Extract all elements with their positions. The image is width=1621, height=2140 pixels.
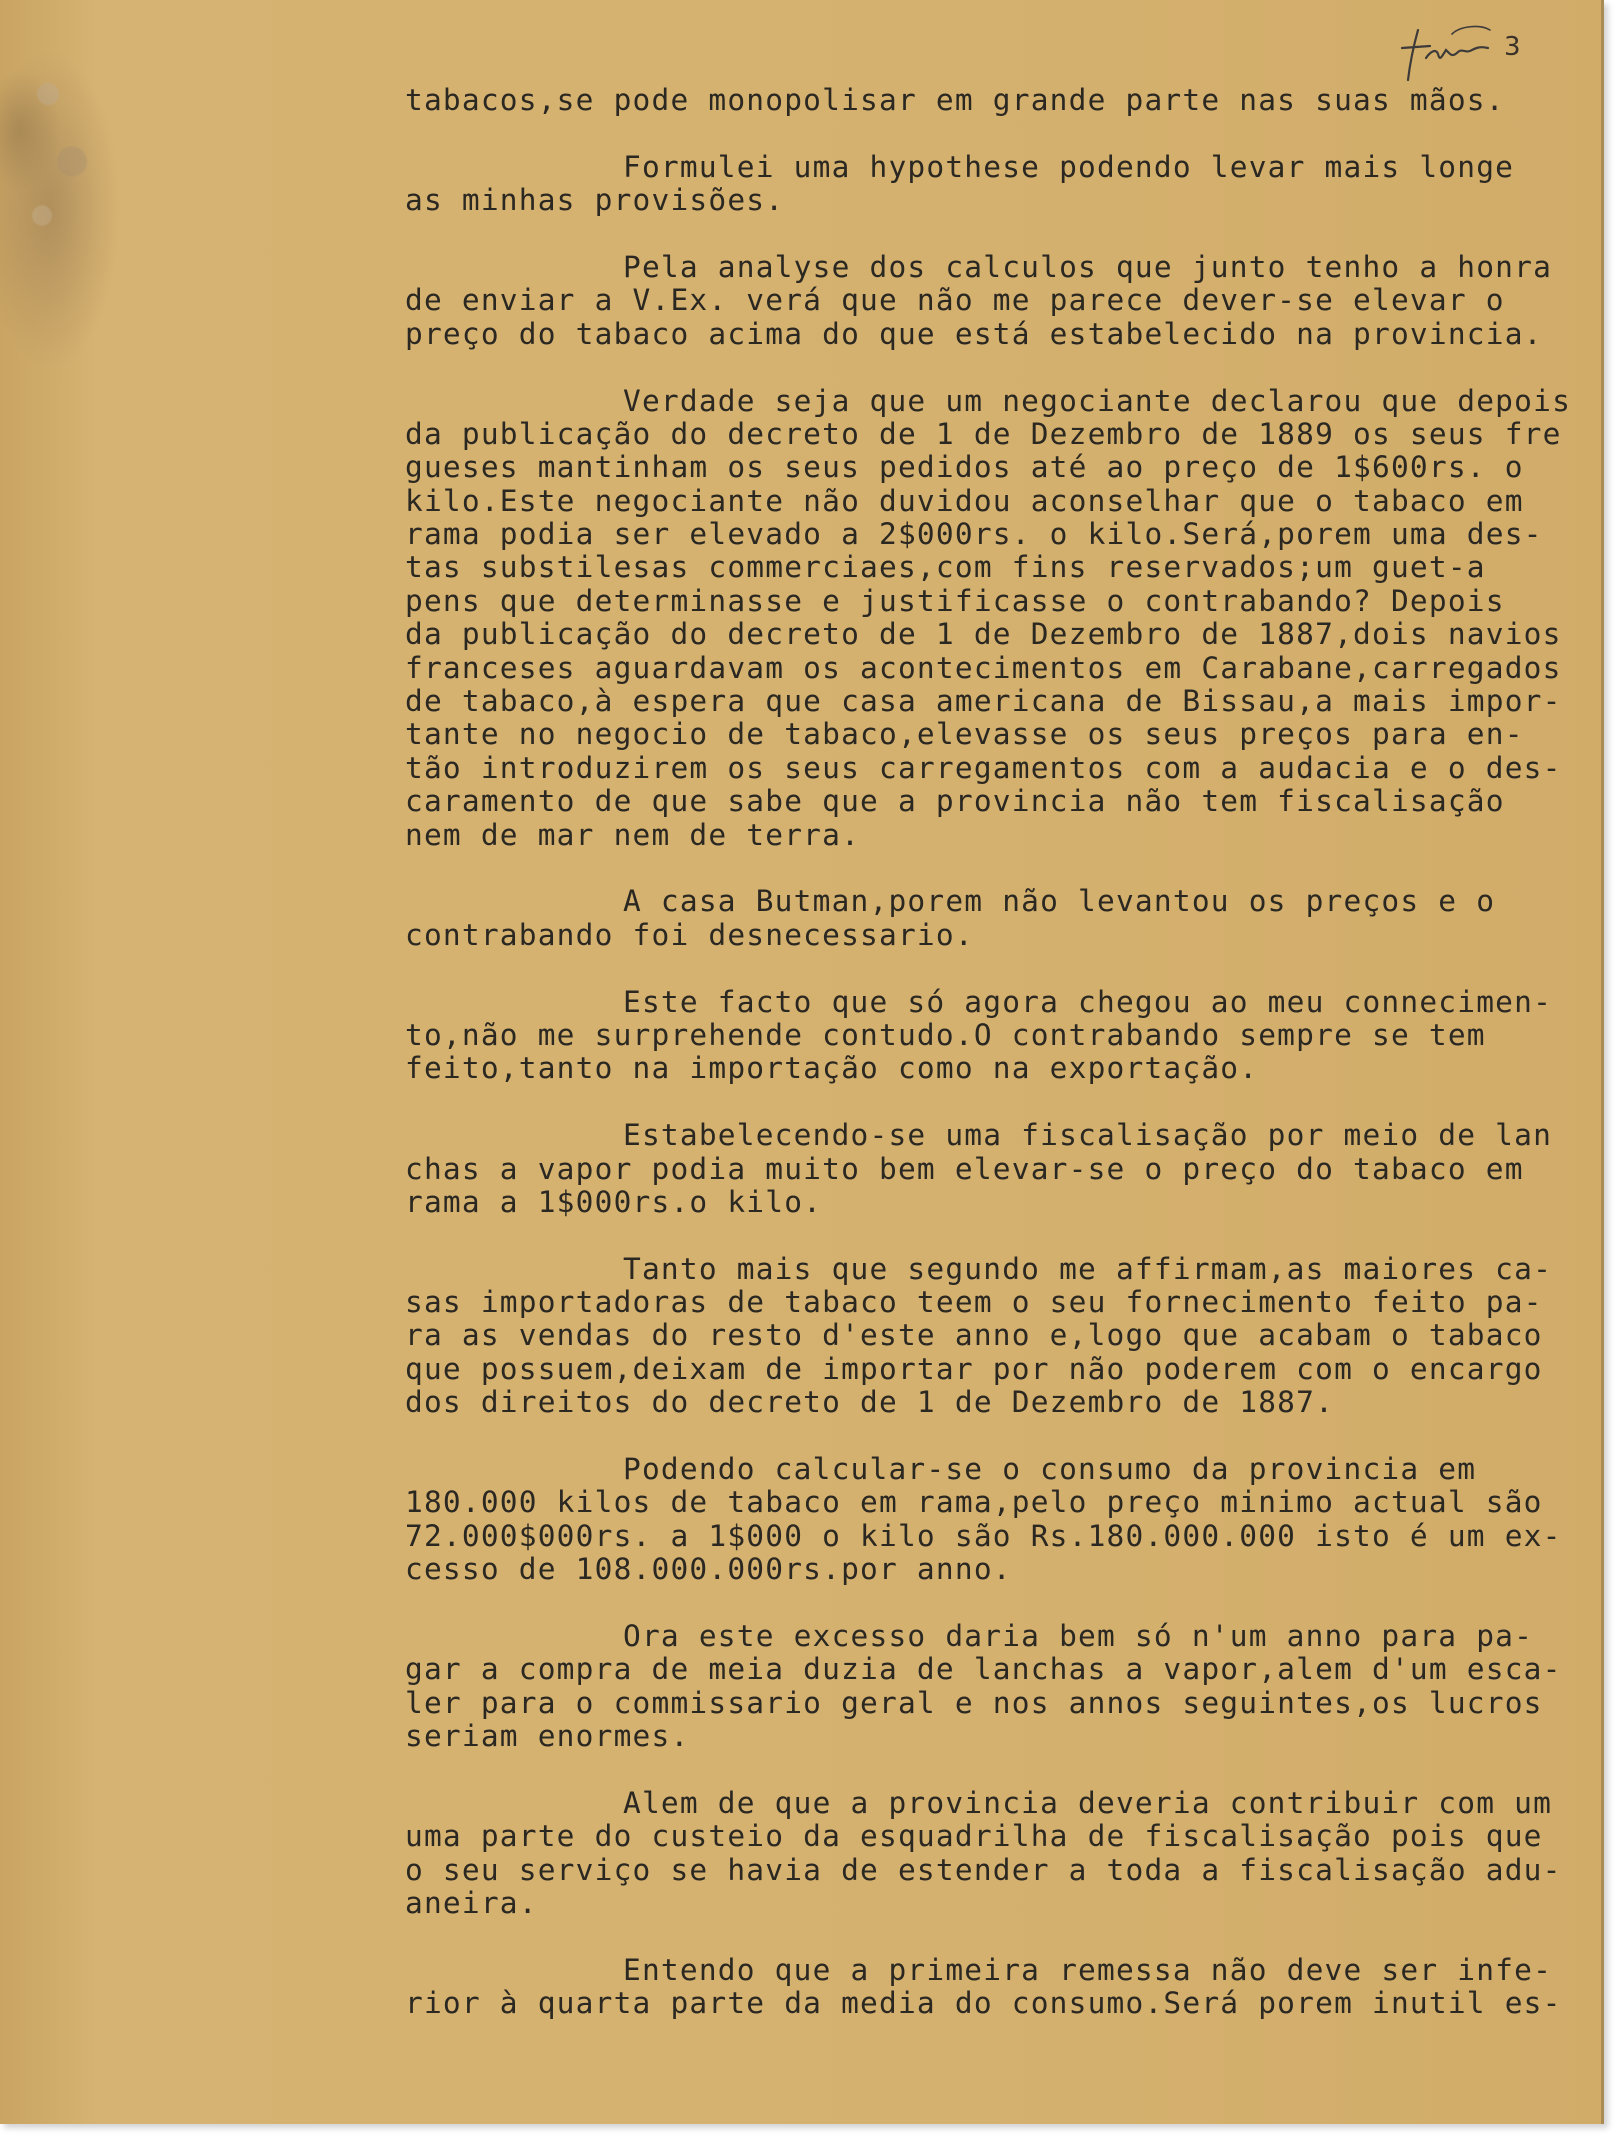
text-line: seriam enormes.: [405, 1719, 690, 1754]
text-line: uma parte do custeio da esquadrilha de fiscalisação pois que: [405, 1819, 1543, 1854]
text-line: contrabando foi desnecessario.: [405, 917, 974, 952]
paragraph: [405, 986, 1605, 1086]
folio-number: 3: [1504, 32, 1521, 62]
paragraph: [405, 151, 1605, 218]
text-line: de tabaco,à espera que casa americana de Bissau,a mais impor-: [405, 684, 1562, 719]
paragraph: [405, 1620, 1605, 1754]
text-line: rama a 1$000rs.o kilo.: [405, 1184, 823, 1219]
text-line: dos direitos do decreto de 1 de Dezembro de 1887.: [405, 1385, 1335, 1420]
text-line: caramento de que sabe que a provincia não tem fiscalisação: [405, 784, 1505, 819]
text-line: Tanto mais que segundo me affirmam,as maiores ca-: [623, 1251, 1553, 1286]
text-line: nem de mar nem de terra.: [405, 817, 861, 852]
text-line: Ora este excesso daria bem só n'um anno para pa-: [623, 1618, 1534, 1653]
paragraph: [405, 885, 1605, 952]
text-line: rama podia ser elevado a 2$000rs. o kilo.Será,porem uma des-: [405, 517, 1543, 552]
text-line: as minhas provisões.: [405, 183, 785, 218]
typewritten-text: [405, 84, 1605, 2054]
text-line: kilo.Este negociante não duvidou aconselhar que o tabaco em: [405, 483, 1524, 518]
text-line: franceses aguardavam os acontecimentos em Carabane,carregados: [405, 650, 1562, 685]
text-line: pens que determinasse e justificasse o contrabando? Depois: [405, 583, 1505, 618]
text-line: rior à quarta parte da media do consumo.Será porem inutil es-: [405, 1986, 1562, 2021]
text-line: aneira.: [405, 1886, 538, 1921]
text-line: chas a vapor podia muito bem elevar-se o preço do tabaco em: [405, 1151, 1524, 1186]
text-line: feito,tanto na importação como na exportação.: [405, 1051, 1259, 1086]
text-line: de enviar a V.Ex. verá que não me parece dever-se elevar o: [405, 283, 1505, 318]
paragraph: [405, 1119, 1605, 1219]
text-line: sas importadoras de tabaco teem o seu fornecimento feito pa-: [405, 1285, 1543, 1320]
text-line: 180.000 kilos de tabaco em rama,pelo preço minimo actual são: [405, 1485, 1543, 1520]
text-line: que possuem,deixam de importar por não poderem com o encargo: [405, 1351, 1543, 1386]
text-line: Formulei uma hypothese podendo levar mais longe: [623, 149, 1515, 184]
paragraph: [405, 251, 1605, 351]
text-line: ra as vendas do resto d'este anno e,logo que acabam o tabaco: [405, 1318, 1543, 1353]
text-line: cesso de 108.000.000rs.por anno.: [405, 1552, 1012, 1587]
text-line: preço do tabaco acima do que está estabelecido na provincia.: [405, 316, 1543, 351]
text-line: da publicação do decreto de 1 de Dezembro de 1887,dois navios: [405, 617, 1562, 652]
text-line: gar a compra de meia duzia de lanchas a vapor,alem d'um esca-: [405, 1652, 1562, 1687]
text-line: Verdade seja que um negociante declarou que depois: [623, 383, 1572, 418]
text-line: Entendo que a primeira remessa não deve ser infe-: [623, 1952, 1553, 1987]
text-line: ler para o commissario geral e nos annos seguintes,os lucros: [405, 1685, 1543, 1720]
paragraph: [405, 1253, 1605, 1420]
text-line: to,não me surprehende contudo.O contrabando sempre se tem: [405, 1017, 1486, 1052]
text-line: Pela analyse dos calculos que junto tenho a honra: [623, 249, 1553, 284]
text-line: Este facto que só agora chegou ao meu connecimen-: [623, 984, 1553, 1019]
paragraph: [405, 1453, 1605, 1587]
text-line: Podendo calcular-se o consumo da provincia em: [623, 1452, 1477, 1487]
text-line: Alem de que a provincia deveria contribuir com um: [623, 1785, 1553, 1820]
text-line: A casa Butman,porem não levantou os preços e o: [623, 884, 1496, 919]
text-line: 72.000$000rs. a 1$000 o kilo são Rs.180.000.000 isto é um ex-: [405, 1518, 1562, 1553]
paragraph: [405, 84, 1605, 117]
text-line: Estabelecendo-se uma fiscalisação por meio de lan: [623, 1118, 1553, 1153]
paragraph: [405, 385, 1605, 852]
paper-stain: [0, 40, 120, 310]
text-line: tabacos,se pode monopolisar em grande parte nas suas mãos.: [405, 83, 1505, 117]
paragraph: [405, 1787, 1605, 1921]
text-line: da publicação do decreto de 1 de Dezembro de 1889 os seus fre: [405, 416, 1562, 451]
text-line: tante no negocio de tabaco,elevasse os seus preços para en-: [405, 717, 1524, 752]
text-line: tas substilesas commerciaes,com fins reservados;um guet-a: [405, 550, 1486, 585]
text-line: tão introduzirem os seus carregamentos com a audacia e o des-: [405, 750, 1562, 785]
paragraph: [405, 1954, 1605, 2021]
text-line: gueses mantinham os seus pedidos até ao preço de 1$600rs. o: [405, 450, 1524, 485]
text-line: o seu serviço se havia de estender a toda a fiscalisação adu-: [405, 1852, 1562, 1887]
